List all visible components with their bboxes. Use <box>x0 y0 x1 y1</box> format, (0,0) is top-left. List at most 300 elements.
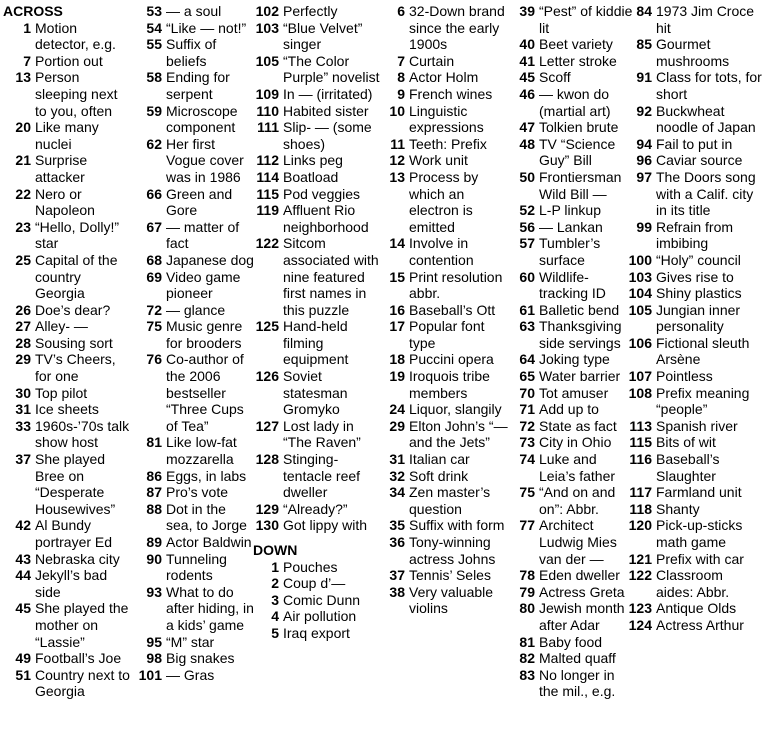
clue-number: 67 <box>146 218 162 235</box>
clue-number: 111 <box>257 119 279 136</box>
clue-number: 122 <box>628 567 652 584</box>
clue-item <box>3 252 133 302</box>
clue-text: State as fact <box>539 417 617 434</box>
clue-item <box>388 3 508 53</box>
clue-item <box>627 600 763 617</box>
clue-number: 126 <box>255 368 279 385</box>
clue-item <box>253 235 385 318</box>
clue-number: 45 <box>519 69 535 86</box>
clue-text: Got lippy with <box>283 517 368 534</box>
clue-text: Gourmet mushrooms <box>656 36 730 69</box>
clue-item <box>510 3 635 36</box>
clue-text: Work unit <box>409 152 468 169</box>
clue-item <box>388 235 508 268</box>
clue-text: “Like — not!” <box>166 19 247 36</box>
clue-text: 1973 Jim Croce hit <box>656 3 755 36</box>
clue-text: “The Color Purple” novelist <box>283 52 380 86</box>
clue-item <box>3 152 133 185</box>
clue-item <box>3 302 133 319</box>
clue-text: Actor Baldwin <box>166 534 252 550</box>
clue-number: 11 <box>390 135 405 152</box>
clue-text: She played Bree on “Desperate Housewives” <box>35 451 116 517</box>
clue-text: Pouches <box>283 558 338 575</box>
clue-text: Perfectly <box>283 3 338 19</box>
clue-number: 33 <box>15 417 31 434</box>
clue-number: 82 <box>519 650 535 667</box>
clue-item <box>510 119 635 136</box>
clue-item <box>510 69 635 86</box>
clue-item <box>253 169 385 186</box>
clue-number: 41 <box>519 52 535 69</box>
clue-text: Tony-winning actress Johns <box>409 534 496 567</box>
clue-number: 70 <box>519 384 535 401</box>
clue-item <box>3 517 133 550</box>
clue-number: 66 <box>146 185 162 202</box>
clue-number: 29 <box>389 417 405 434</box>
clue-text: Popular font type <box>409 318 485 351</box>
clue-item <box>388 401 508 418</box>
clue-item <box>388 69 508 86</box>
clue-item <box>3 186 133 219</box>
clue-number: 103 <box>628 268 652 285</box>
clue-number: 52 <box>519 202 535 219</box>
clue-text: Thanksgiving side servings <box>539 318 622 351</box>
clue-item <box>3 385 133 402</box>
clue-number: 31 <box>15 401 31 418</box>
clue-number: 97 <box>636 168 652 185</box>
clue-item <box>388 302 508 319</box>
clue-number: 87 <box>146 484 162 501</box>
clue-number: 60 <box>519 268 535 285</box>
clue-number: 98 <box>146 650 162 667</box>
clue-item <box>510 219 635 236</box>
clue-number: 72 <box>519 417 535 434</box>
clue-text: Tolkien brute <box>539 119 619 136</box>
clue-item <box>134 484 254 501</box>
clue-number: 64 <box>519 351 535 368</box>
clue-text: — Lankan <box>539 218 603 235</box>
clue-number: 7 <box>397 52 405 69</box>
clue-text: In — (irritated) <box>283 85 373 102</box>
clue-text: Nebraska city <box>35 550 120 567</box>
clue-number: 83 <box>519 666 535 683</box>
clue-number: 46 <box>519 85 535 102</box>
clue-item <box>627 36 763 69</box>
clue-text: Tennis’ Seles <box>409 567 491 584</box>
clue-item <box>627 385 763 418</box>
clue-number: 77 <box>519 517 535 534</box>
clue-number: 95 <box>146 633 162 650</box>
clue-number: 129 <box>255 500 279 517</box>
clue-number: 123 <box>628 600 652 617</box>
clue-text: Ice sheets <box>35 401 99 418</box>
clue-item <box>134 36 254 69</box>
clue-text: Jungian inner personality <box>656 301 741 335</box>
clue-item <box>510 202 635 219</box>
clue-number: 43 <box>15 550 31 567</box>
clue-text: “Hello, Dolly!” star <box>35 218 120 252</box>
clue-number: 107 <box>628 368 652 385</box>
clue-item <box>134 103 254 136</box>
clue-number: 106 <box>628 334 652 351</box>
clue-text: “Blue Velvet” singer <box>283 19 363 53</box>
clue-number: 127 <box>255 417 279 434</box>
clue-text: Elton John’s “— and the Jets” <box>409 417 508 451</box>
clue-text: Frontiersman Wild Bill — <box>539 168 622 202</box>
clue-text: Co-author of the 2006 bestseller “Three Cups of Tea” <box>166 351 244 434</box>
clue-number: 72 <box>146 301 162 318</box>
clue-text: Person sleeping next to you, often <box>35 69 118 119</box>
clue-text: Curtain <box>409 52 455 69</box>
clue-item <box>627 434 763 451</box>
clue-text: “M” star <box>166 633 215 650</box>
clue-item <box>134 252 254 269</box>
clue-item <box>627 484 763 501</box>
clue-item <box>253 20 385 53</box>
clue-text: Suffix with form <box>409 517 505 534</box>
clue-item <box>510 401 635 418</box>
clue-number: 15 <box>389 268 405 285</box>
clue-number: 109 <box>255 85 279 102</box>
clue-item <box>388 269 508 302</box>
clue-item <box>510 136 635 169</box>
clue-text: Ending for serpent <box>166 69 230 102</box>
clue-text: — kwon do (martial art) <box>539 85 611 119</box>
clue-number: 40 <box>519 36 535 53</box>
clue-number: 99 <box>636 218 652 235</box>
clue-item <box>253 575 385 592</box>
clue-text: Scoff <box>539 69 571 86</box>
clue-number: 94 <box>636 135 652 152</box>
clue-number: 118 <box>629 500 652 517</box>
clue-text: Italian car <box>409 451 470 468</box>
clue-number: 81 <box>146 434 162 451</box>
clue-number: 16 <box>389 301 405 318</box>
clue-text: Jewish month after Adar <box>539 600 625 633</box>
clue-text: Sousing sort <box>35 334 113 351</box>
clue-text: Baby food <box>539 633 603 650</box>
clue-text: — glance <box>166 301 226 318</box>
clue-number: 4 <box>271 608 279 625</box>
clue-item <box>134 434 254 467</box>
clue-number: 75 <box>146 318 162 335</box>
clue-number: 49 <box>15 650 31 667</box>
clue-item <box>627 3 763 36</box>
clue-text: Comic Dunn <box>283 591 361 608</box>
clue-number: 108 <box>628 384 652 401</box>
clue-number: 44 <box>15 567 31 584</box>
clue-item <box>627 302 763 335</box>
clue-text: Actress Arthur <box>656 616 744 633</box>
clue-item <box>3 20 133 53</box>
clue-number: 104 <box>628 285 652 302</box>
clue-number: 5 <box>271 624 279 641</box>
clue-text: Print resolution abbr. <box>409 268 503 302</box>
clue-number: 61 <box>519 301 535 318</box>
clue-item <box>253 592 385 609</box>
clue-text: 1960s-’70s talk show host <box>35 417 130 451</box>
clue-item <box>253 318 385 368</box>
clue-item <box>510 36 635 53</box>
clue-number: 59 <box>146 102 162 119</box>
clue-number: 58 <box>146 69 162 86</box>
clue-number: 101 <box>138 666 162 683</box>
clue-item <box>627 517 763 550</box>
clue-text: Add up to <box>539 401 599 418</box>
clue-item <box>627 451 763 484</box>
clue-text: Baseball’s Slaughter <box>656 451 720 484</box>
clue-number: 105 <box>255 52 279 69</box>
clue-text: Refrain from imbibing <box>656 218 734 252</box>
clue-number: 103 <box>255 19 279 36</box>
clue-number: 20 <box>15 119 31 136</box>
clue-number: 14 <box>389 235 405 252</box>
clue-text: Green and Gore <box>166 185 233 219</box>
clue-text: Sitcom associated with nine featured first names in this puzzle <box>283 235 379 318</box>
clue-item <box>388 152 508 169</box>
clue-item <box>627 551 763 568</box>
clue-text: Big snakes <box>166 650 235 667</box>
clue-number: 13 <box>15 69 31 86</box>
clue-text: L-P linkup <box>539 202 602 219</box>
clue-text: Linguistic expressions <box>409 102 484 136</box>
clue-number: 55 <box>146 36 162 53</box>
clue-item <box>3 351 133 384</box>
clue-text: Baseball’s Ott <box>409 301 496 318</box>
clue-text: Very valuable violins <box>409 583 494 617</box>
clue-number: 13 <box>389 168 405 185</box>
clue-text: Iraq export <box>283 624 350 641</box>
clue-number: 6 <box>397 3 405 19</box>
clue-number: 62 <box>146 135 162 152</box>
clue-text: “And on and on”: Abbr. <box>539 484 616 517</box>
clue-item <box>510 517 635 567</box>
clue-text: Like many nuclei <box>35 119 99 152</box>
clue-text: Luke and Leia’s father <box>539 451 616 484</box>
clue-item <box>510 368 635 385</box>
clue-number: 26 <box>15 301 31 318</box>
clue-number: 93 <box>146 583 162 600</box>
clue-item <box>627 252 763 269</box>
clue-text: What to do after hiding, in a kids’ game <box>166 583 254 633</box>
clue-number: 31 <box>389 451 405 468</box>
clue-item <box>134 318 254 351</box>
clue-text: Shanty <box>656 500 700 517</box>
clue-text: Architect Ludwig Mies van der — <box>539 517 617 567</box>
clue-text: Process by which an electron is emitted <box>409 168 479 235</box>
clue-text: Video game pioneer <box>166 268 241 302</box>
clue-item <box>627 152 763 169</box>
clue-item <box>3 119 133 152</box>
clue-text: Doe’s dear? <box>35 301 111 318</box>
clue-item <box>3 53 133 70</box>
clue-text: Her first Vogue cover was in 1986 <box>166 135 244 185</box>
clue-text: Coup d’— <box>283 575 346 592</box>
clue-text: City in Ohio <box>539 434 612 451</box>
clue-number: 39 <box>519 3 535 19</box>
clue-text: Japanese dog <box>166 251 254 268</box>
clue-text: Bits of wit <box>656 434 716 451</box>
clue-text: Class for tots, for short <box>656 69 762 102</box>
clue-text: Habited sister <box>283 102 369 119</box>
clue-text: Hand-held filming equipment <box>283 318 349 368</box>
clue-item <box>510 318 635 351</box>
clue-number: 68 <box>146 251 162 268</box>
clue-item <box>3 401 133 418</box>
clue-item <box>627 285 763 302</box>
clue-item <box>134 468 254 485</box>
clue-number: 113 <box>629 417 652 434</box>
clue-number: 75 <box>519 484 535 501</box>
clue-item <box>510 484 635 517</box>
clue-item <box>510 434 635 451</box>
clue-item <box>627 219 763 252</box>
clue-item <box>388 567 508 584</box>
clue-item <box>3 567 133 600</box>
clue-number: 8 <box>397 69 405 86</box>
clue-number: 7 <box>23 52 31 69</box>
down-heading: DOWN <box>253 542 298 558</box>
clue-number: 3 <box>271 591 279 608</box>
clue-text: Gives rise to <box>656 268 734 285</box>
clue-item <box>134 650 254 667</box>
clue-text: Air pollution <box>283 608 357 625</box>
clue-text: Pointless <box>656 368 713 385</box>
clue-item <box>253 103 385 120</box>
clue-item <box>627 567 763 600</box>
clue-item <box>253 517 385 534</box>
clue-text: Dot in the sea, to Jorge <box>166 500 247 534</box>
clue-number: 24 <box>389 401 405 418</box>
clue-number: 117 <box>629 484 652 501</box>
clue-number: 89 <box>146 534 162 550</box>
clue-text: Eden dweller <box>539 567 620 584</box>
clue-text: Liquor, slangily <box>409 401 502 418</box>
clue-item <box>388 534 508 567</box>
clue-text: Letter stroke <box>539 52 617 69</box>
clue-item <box>3 335 133 352</box>
clue-text: Wildlife-tracking ID <box>539 268 606 302</box>
clue-item <box>134 69 254 102</box>
clue-number: 57 <box>519 235 535 252</box>
clue-number: 35 <box>389 517 405 534</box>
clue-text: Beet variety <box>539 36 613 53</box>
clue-item <box>627 169 763 219</box>
clue-number: 29 <box>15 351 31 368</box>
clue-item <box>253 608 385 625</box>
clue-number: 121 <box>628 550 652 567</box>
clue-item <box>627 69 763 102</box>
clue-item <box>510 351 635 368</box>
clue-number: 120 <box>628 517 652 534</box>
clue-number: 37 <box>15 451 31 468</box>
clue-text: TV “Science Guy” Bill <box>539 135 616 169</box>
clue-text: Suffix of beliefs <box>166 36 217 69</box>
clue-item <box>388 484 508 517</box>
clue-number: 12 <box>389 152 405 169</box>
clue-column-1 <box>3 3 133 700</box>
clue-number: 100 <box>628 251 652 268</box>
clue-item <box>510 169 635 202</box>
clue-text: Music genre for brooders <box>166 318 243 351</box>
clue-number: 128 <box>255 451 279 468</box>
clue-text: Stinging-tentacle reef dweller <box>283 451 361 501</box>
clue-number: 88 <box>146 500 162 517</box>
clue-item <box>388 584 508 617</box>
clue-item <box>134 584 254 634</box>
clue-number: 119 <box>256 202 279 219</box>
clue-item <box>388 318 508 351</box>
clue-number: 1 <box>271 558 279 575</box>
clue-item <box>253 418 385 451</box>
clue-number: 114 <box>256 168 279 185</box>
clue-number: 34 <box>389 484 405 501</box>
clue-text: Zen master’s question <box>409 484 491 517</box>
clue-item <box>510 385 635 402</box>
clue-item <box>3 418 133 451</box>
clue-number: 102 <box>255 3 279 19</box>
clue-item <box>388 418 508 451</box>
section-gap <box>253 534 385 542</box>
clue-text: Al Bundy portrayer Ed <box>35 517 113 550</box>
clue-number: 96 <box>636 152 652 169</box>
clue-number: 125 <box>255 318 279 335</box>
clue-column-3 <box>253 3 385 642</box>
clue-text: Football’s Joe <box>35 650 122 667</box>
clue-item <box>627 501 763 518</box>
clue-item <box>510 667 635 700</box>
clue-number: 86 <box>146 467 162 484</box>
clue-text: Jekyll’s bad side <box>35 567 108 600</box>
clue-item <box>134 219 254 252</box>
clue-text: Surprise attacker <box>35 152 88 185</box>
clue-number: 2 <box>271 575 279 592</box>
clue-item <box>388 53 508 70</box>
clue-item <box>134 269 254 302</box>
clue-text: Like low-fat mozzarella <box>166 434 237 468</box>
clue-number: 51 <box>15 666 31 683</box>
clue-text: Teeth: Prefix <box>409 135 487 152</box>
clue-text: Shiny plastics <box>656 285 742 302</box>
clue-number: 112 <box>256 152 279 169</box>
clue-text: Eggs, in labs <box>166 467 247 484</box>
clue-item <box>253 186 385 203</box>
clue-text: Pick-up-sticks math game <box>656 517 743 550</box>
clue-number: 42 <box>15 517 31 534</box>
clue-item <box>627 269 763 286</box>
clue-item <box>388 368 508 401</box>
clue-text: — Gras <box>166 666 215 683</box>
clue-text: Microscope component <box>166 102 238 136</box>
clue-item <box>388 351 508 368</box>
clue-item <box>253 559 385 576</box>
clue-number: 115 <box>629 434 652 451</box>
clue-text: French wines <box>409 85 493 102</box>
clue-item <box>510 584 635 601</box>
clue-item <box>253 202 385 235</box>
clue-item <box>134 186 254 219</box>
clue-number: 74 <box>519 451 535 468</box>
clue-number: 85 <box>636 36 652 53</box>
clue-text: Boatload <box>283 168 339 185</box>
clue-number: 53 <box>146 3 162 19</box>
clue-text: Fail to put in <box>656 135 733 152</box>
clue-text: Tunneling rodents <box>166 550 227 584</box>
clue-text: Capital of the country Georgia <box>35 251 118 302</box>
clue-item <box>388 86 508 103</box>
clue-number: 23 <box>15 218 31 235</box>
clue-item <box>134 351 254 434</box>
